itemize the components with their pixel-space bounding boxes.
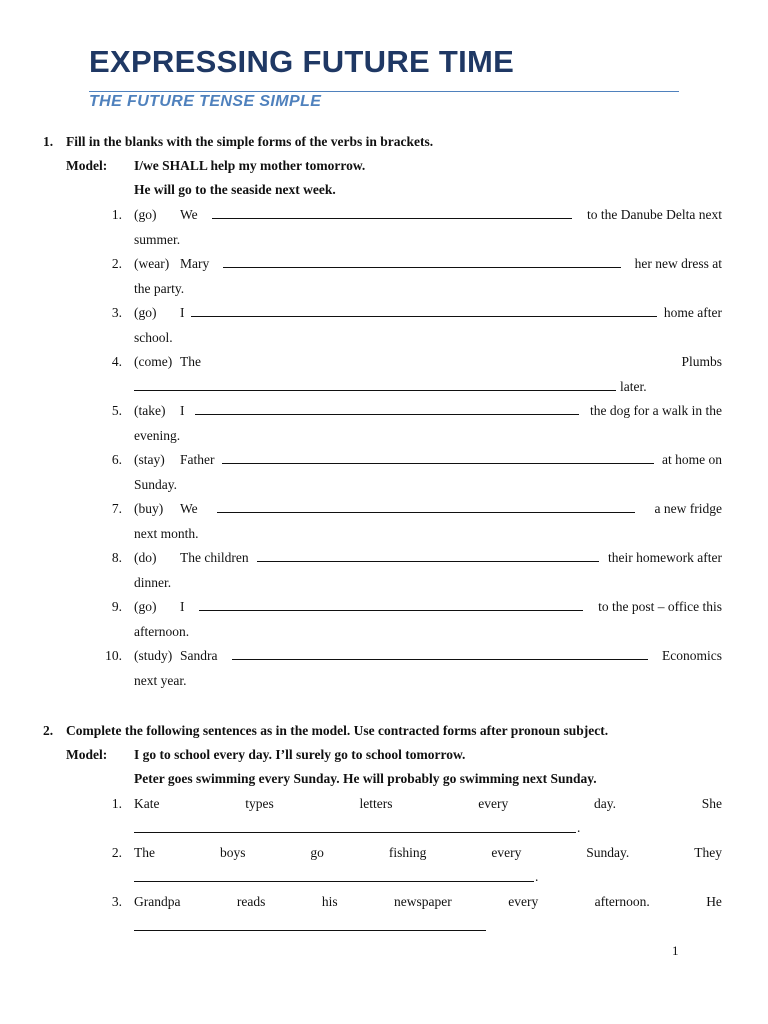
item-word: fishing [388, 845, 427, 860]
answer-blank[interactable] [222, 450, 654, 464]
verb-hint: (study) [134, 648, 173, 663]
answer-blank[interactable] [195, 401, 579, 415]
exercise-2-model-line: Peter goes swimming every Sunday. He will probably go swimming next Sunday. [134, 771, 597, 786]
item-number: 6. [111, 452, 122, 467]
exercise-1-model-line: He will go to the seaside next week. [134, 182, 336, 197]
item-rest: the dog for a walk in the [590, 403, 722, 418]
item-word: afternoon. [594, 894, 650, 909]
verb-hint: (go) [134, 599, 157, 614]
page-number: 1 [672, 943, 679, 958]
item-word: every [478, 796, 509, 811]
item-number: 5. [111, 403, 122, 418]
answer-blank[interactable] [223, 254, 621, 268]
item-word: newspaper [394, 894, 452, 909]
answer-blank[interactable] [217, 499, 635, 513]
item-word: reads [236, 894, 266, 909]
item-subject: We [180, 207, 198, 222]
exercise-1-item [134, 399, 722, 448]
exercise-2-model-label: Model: [66, 747, 108, 762]
exercise-1-item [134, 350, 722, 399]
verb-hint: (stay) [134, 452, 165, 467]
exercise-2-item [134, 795, 722, 813]
item-rest: Plumbs [681, 354, 722, 369]
verb-hint: (wear) [134, 256, 170, 271]
item-number: 3. [111, 305, 122, 320]
item-subject: I [180, 599, 185, 614]
verb-hint: (go) [134, 207, 157, 222]
item-rest: her new dress at [634, 256, 722, 271]
exercise-2-item [134, 844, 722, 862]
item-word: letters [359, 796, 393, 811]
item-rest: their homework after [608, 550, 722, 565]
item-word: Sunday. [586, 845, 630, 860]
exercise-1-item [134, 497, 722, 546]
item-subject: I [180, 305, 185, 320]
item-continuation: school. [134, 329, 173, 345]
item-rest: to the post – office this [598, 599, 722, 614]
item-continuation: dinner. [134, 574, 172, 590]
exercise-2-model-line: I go to school every day. I’ll surely go to school tomorrow. [134, 747, 466, 762]
verb-hint: (take) [134, 403, 166, 418]
answer-blank[interactable] [134, 881, 534, 882]
verb-hint: (do) [134, 550, 157, 565]
item-number: 2. [111, 845, 122, 860]
exercise-1-item [134, 546, 722, 595]
item-continuation: later. [620, 378, 647, 394]
item-number: 8. [111, 550, 122, 565]
item-word: boys [219, 845, 246, 860]
item-rest: home after [663, 305, 722, 320]
item-word: his [321, 894, 338, 909]
item-rest: to the Danube Delta next [587, 207, 722, 222]
item-continuation: next month. [134, 525, 199, 541]
answer-blank[interactable] [134, 377, 616, 391]
item-word: They [694, 845, 722, 860]
item-number: 1. [111, 207, 122, 222]
page-subtitle: THE FUTURE TENSE SIMPLE [89, 93, 322, 110]
item-number: 7. [111, 501, 122, 516]
verb-hint: (come) [134, 354, 173, 369]
item-subject: The children [180, 550, 249, 565]
answer-blank[interactable] [134, 832, 576, 833]
item-rest: Economics [662, 648, 722, 663]
item-continuation: evening. [134, 427, 181, 443]
item-subject: I [180, 403, 185, 418]
item-word: Kate [134, 796, 160, 811]
item-word: every [491, 845, 522, 860]
answer-blank[interactable] [212, 205, 572, 219]
verb-hint: (go) [134, 305, 157, 320]
item-word: day. [593, 796, 616, 811]
item-word: The [134, 845, 155, 860]
answer-blank[interactable] [199, 597, 583, 611]
item-number: 2. [111, 256, 122, 271]
exercise-2-item [134, 893, 722, 911]
item-word: Grandpa [134, 894, 181, 909]
item-continuation: the party. [134, 280, 185, 296]
item-continuation: summer. [134, 231, 181, 247]
answer-blank[interactable] [257, 548, 599, 562]
exercise-1-item [134, 252, 722, 301]
item-number: 4. [111, 354, 122, 369]
item-number: 3. [111, 894, 122, 909]
exercise-2-instruction: Complete the following sentences as in the model. Use contracted forms after pronoun subject. [66, 723, 609, 738]
exercise-1-item [134, 203, 722, 252]
exercise-1-item [134, 644, 722, 693]
item-rest: at home on [662, 452, 722, 467]
item-word: She [701, 796, 722, 811]
item-word: go [310, 845, 324, 860]
item-subject: Mary [180, 256, 210, 271]
answer-blank[interactable] [232, 646, 648, 660]
item-word: He [706, 894, 722, 909]
verb-hint: (buy) [134, 501, 164, 516]
item-word: every [508, 894, 539, 909]
exercise-1-item [134, 448, 722, 497]
item-subject: Father [180, 452, 215, 467]
answer-blank[interactable] [191, 303, 657, 317]
answer-blank[interactable] [134, 930, 486, 931]
exercise-1-item [134, 301, 722, 350]
item-continuation: afternoon. [134, 623, 190, 639]
exercise-1-model-label: Model: [66, 158, 108, 173]
item-number: 1. [111, 796, 122, 811]
exercise-2-number: 2. [43, 723, 54, 738]
item-subject: We [180, 501, 198, 516]
item-word: types [245, 796, 274, 811]
item-subject: The [180, 354, 201, 369]
exercise-1-model-line: I/we SHALL help my mother tomorrow. [134, 158, 366, 173]
item-continuation: next year. [134, 672, 187, 688]
item-number: 9. [111, 599, 122, 614]
exercise-1-instruction: Fill in the blanks with the simple forms of the verbs in brackets. [66, 134, 434, 149]
title-divider [89, 91, 679, 92]
page-title: EXPRESSING FUTURE TIME [89, 44, 515, 79]
exercise-1-item [134, 595, 722, 644]
item-continuation: Sunday. [134, 476, 177, 492]
item-end-punctuation: . [577, 820, 581, 835]
item-number: 10. [105, 648, 122, 663]
item-rest: a new fridge [654, 501, 722, 516]
exercise-1-number: 1. [43, 134, 54, 149]
item-end-punctuation: . [535, 869, 539, 884]
item-subject: Sandra [180, 648, 218, 663]
